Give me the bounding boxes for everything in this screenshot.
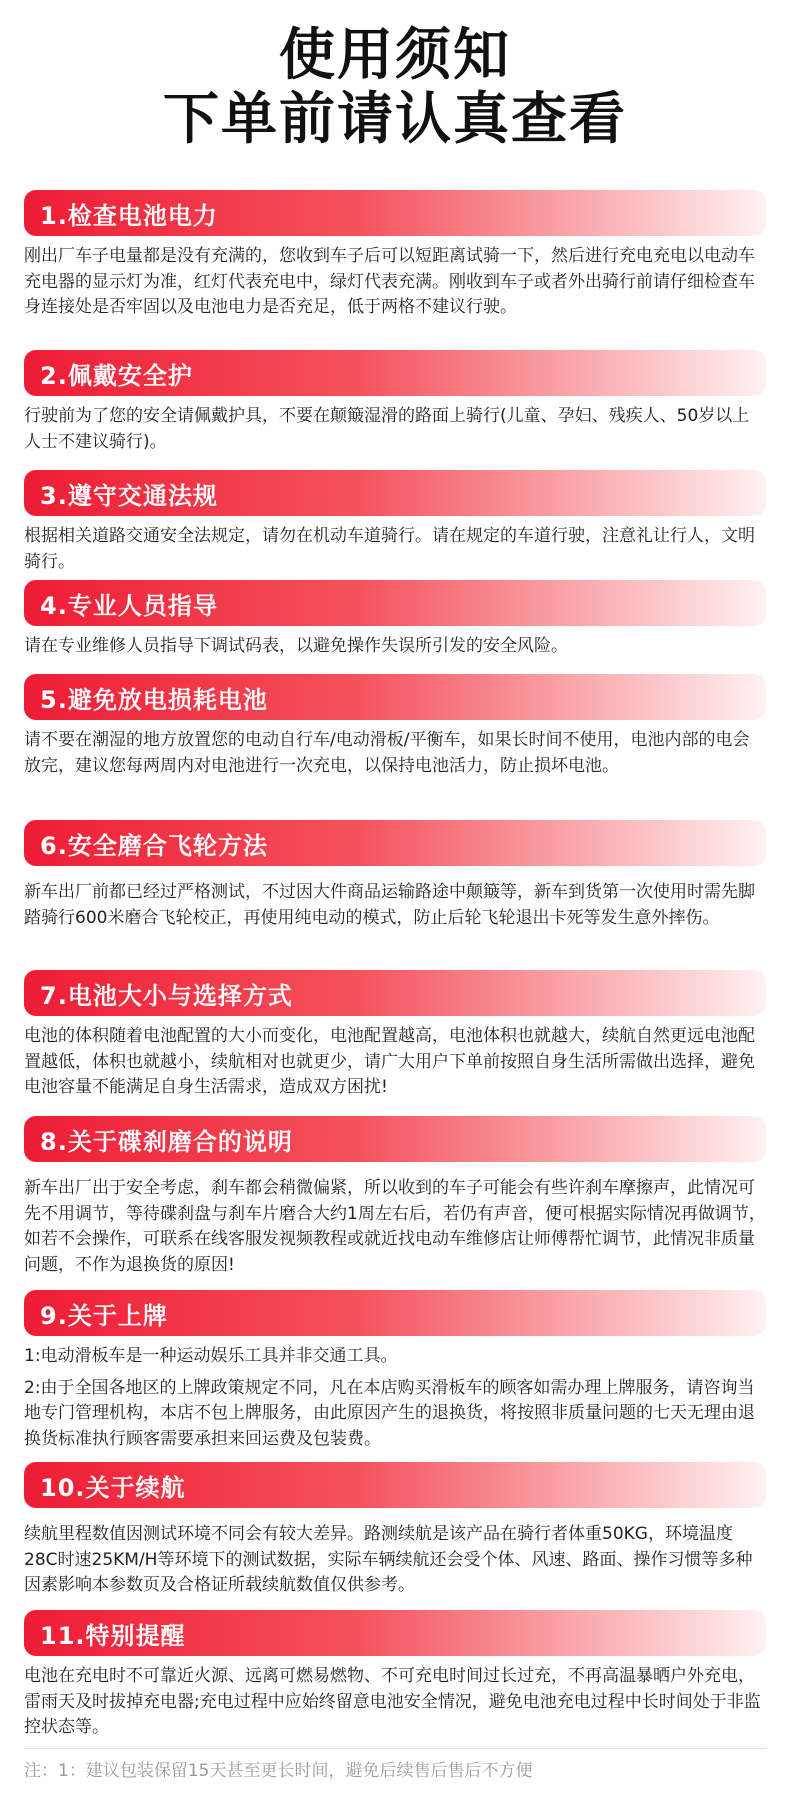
section-10 — [24, 1462, 766, 1599]
section-title-bar — [24, 190, 766, 236]
section-body — [24, 728, 766, 779]
section-title: 4.专业人员指导 — [40, 591, 218, 620]
section-title-bar — [24, 1116, 766, 1162]
section-9 — [24, 1290, 766, 1452]
footer-note: 注：1：建议包装保留15天甚至更长时间，避免后续售后售后不方便 — [24, 1761, 533, 1781]
section-body — [24, 404, 766, 455]
section-text: 请在专业维修人员指导下调试码表，以避免操作失误所引发的安全风险。 — [24, 636, 568, 656]
section-text: 电池的体积随着电池配置的大小而变化，电池配置越高，电池体积也就越大，续航自然更远电池配置越低，体积也就越小，续航相对也就更少，请广大用户下单前按照自身生活所需做出选择，避免电池容量不能满足自身生活需求，造成双方困扰! — [24, 1026, 755, 1097]
section-title: 7.电池大小与选择方式 — [40, 981, 293, 1010]
section-title-bar — [24, 350, 766, 396]
section-text: 2:由于全国各地区的上牌政策规定不同，凡在本店购买滑板车的顾客如需办理上牌服务，请咨询当地专门管理机构，本店不包上牌服务，由此原因产生的退换货，将按照非质量问题的七天无理由退换货标准执行顾客需要承担来回运费及包装费。 — [24, 1377, 755, 1449]
section-4 — [24, 580, 766, 660]
section-body — [24, 1664, 766, 1741]
section-8 — [24, 1116, 766, 1278]
section-title-bar — [24, 820, 766, 866]
section-title: 3.遵守交通法规 — [40, 481, 218, 510]
section-body — [24, 1024, 766, 1101]
section-body — [24, 524, 766, 575]
section-2 — [24, 350, 766, 455]
section-1 — [24, 190, 766, 321]
section-body — [24, 244, 766, 321]
section-title: 9.关于上牌 — [40, 1301, 168, 1330]
page-title: 使用须知 — [279, 23, 511, 88]
section-body — [24, 1522, 766, 1599]
section-text: 请不要在潮湿的地方放置您的电动自行车/电动滑板/平衡车，如果长时间不使用，电池内部的电会放完，建议您每两周内对电池进行一次充电，以保持电池活力，防止损坏电池。 — [24, 730, 750, 776]
section-title: 11.特别提醒 — [40, 1621, 186, 1650]
page-header — [0, 24, 790, 152]
section-title: 10.关于续航 — [40, 1473, 186, 1502]
section-text: 电池在充电时不可靠近火源、远离可燃易燃物、不可充电时间过长过充，不再高温暴晒户外充电，雷雨天及时拔掉充电器;充电过程中应始终留意电池安全情况，避免电池充电过程中长时间处于非监控状态等。 — [24, 1666, 761, 1737]
section-3 — [24, 470, 766, 575]
section-title-bar — [24, 674, 766, 720]
section-body — [24, 1344, 766, 1452]
section-text: 行驶前为了您的安全请佩戴护具，不要在颠簸湿滑的路面上骑行(儿童、孕妇、残疾人、50岁以上人士不建议骑行)。 — [24, 406, 750, 452]
footer-divider — [24, 1748, 766, 1749]
section-6 — [24, 820, 766, 931]
section-body — [24, 880, 766, 931]
section-title-bar — [24, 470, 766, 516]
section-5 — [24, 674, 766, 779]
section-text: 刚出厂车子电量都是没有充满的，您收到车子后可以短距离试骑一下，然后进行充电充电以电动车充电器的显示灯为准，红灯代表充电中，绿灯代表充满。刚收到车子或者外出骑行前请仔细检查车身连接处是否牢固以及电池电力是否充足，低于两格不建议行驶。 — [24, 246, 755, 317]
section-title: 5.避免放电损耗电池 — [40, 685, 268, 714]
section-title-bar — [24, 1610, 766, 1656]
section-title: 2.佩戴安全护 — [40, 361, 193, 390]
section-title-bar — [24, 1290, 766, 1336]
section-title: 8.关于碟刹磨合的说明 — [40, 1127, 293, 1156]
section-title-bar — [24, 1462, 766, 1508]
section-title-bar — [24, 970, 766, 1016]
section-text: 新车出厂出于安全考虑，刹车都会稍微偏紧，所以收到的车子可能会有些许刹车摩擦声，此情况可先不用调节，等待碟刹盘与刹车片磨合大约1周左右后，若仍有声音，便可根据实际情况再做调节，如若不会操作，可联系在线客服发视频教程或就近找电动车维修店让师傅帮忙调节，此情况非质量问题，不作为退换货的原因! — [24, 1178, 766, 1275]
section-title: 6.安全磨合飞轮方法 — [40, 831, 268, 860]
section-title: 1.检查电池电力 — [40, 201, 218, 230]
section-7 — [24, 970, 766, 1101]
section-body — [24, 634, 766, 660]
section-text: 新车出厂前都已经过严格测试，不过因大件商品运输路途中颠簸等，新车到货第一次使用时需先脚踏骑行600米磨合飞轮校正，再使用纯电动的模式，防止后轮飞轮退出卡死等发生意外摔伤。 — [24, 882, 755, 928]
section-title-bar — [24, 580, 766, 626]
page-subtitle: 下单前请认真查看 — [163, 87, 627, 152]
section-text: 续航里程数值因测试环境不同会有较大差异。路测续航是该产品在骑行者体重50KG，环境温度28C时速25KM/H等环境下的测试数据，实际车辆续航还会受个体、风速、路面、操作习惯等多种因素影响本参数页及合格证所载续航数值仅供参考。 — [24, 1524, 753, 1595]
section-body — [24, 1176, 766, 1278]
section-text: 1:电动滑板车是一种运动娱乐工具并非交通工具。 — [24, 1346, 398, 1366]
section-11 — [24, 1610, 766, 1741]
section-text: 根据相关道路交通安全法规定，请勿在机动车道骑行。请在规定的车道行驶，注意礼让行人，文明骑行。 — [24, 526, 755, 572]
